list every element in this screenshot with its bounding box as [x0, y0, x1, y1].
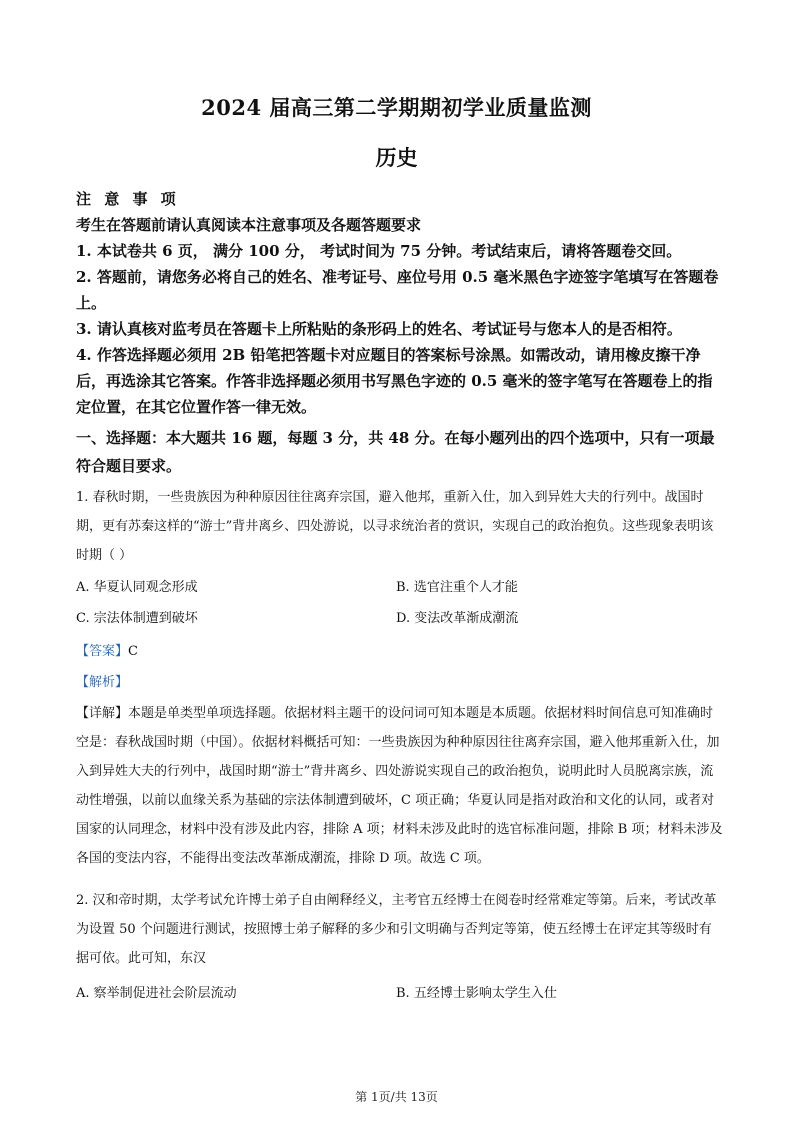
- notice-heading: 注 意 事 项: [76, 190, 180, 208]
- question-1-options-row-1: [76, 573, 724, 603]
- q1-option-c: C. 宗法体制遭到破坏: [76, 611, 198, 626]
- question-2-text: 2. 汉和帝时期，太学考试允许博士弟子自由阐释经义，主考官五经博士在阅卷时经常难定等第。后来，考试改革为设置 50 个问题进行测试，按照博士弟子解释的多少和引文明确与否判定等第，使五经博士在评定其等级时有据可依。此可知，东汉: [76, 893, 717, 966]
- section-title: 一、选择题：本大题共 16 题，每题 3 分，共 48 分。在每小题列出的四个选项中，只有一项最符合题目要求。: [76, 429, 715, 475]
- notice-item-1: 1. 本试卷共 6 页， 满分 100 分， 考试时间为 75 分钟。考试结束后，请将答题卷交回。: [76, 242, 682, 260]
- question-1-analysis-heading: [76, 668, 724, 697]
- question-1-stem: [76, 483, 724, 570]
- notice-item-4: 4. 作答选择题必须用 2B 铅笔把答题卡对应题目的答案标号涂黑。如需改动，请用橡皮擦干净后，再选涂其它答案。作答非选择题必须用书写黑色字迹的 0.5 毫米的签字笔写在答题卷上的指定位置，在其它位置作答一律无效。: [76, 346, 713, 416]
- question-1-detail: [76, 699, 724, 873]
- question-1-answer: [76, 637, 724, 666]
- q2-option-b: B. 五经博士影响太学生入仕: [396, 986, 557, 1001]
- notice-block: [76, 186, 724, 420]
- analysis-tag: 【解析】: [76, 675, 129, 690]
- notice-item-3: 3. 请认真核对监考员在答题卡上所粘贴的条形码上的姓名、考试证号与您本人的是否相符。: [76, 320, 682, 338]
- answer-tag: 【答案】: [76, 644, 129, 659]
- notice-intro: 考生在答题前请认真阅读本注意事项及各题答题要求: [76, 216, 422, 234]
- question-1-text: 1. 春秋时期，一些贵族因为种种原因往往离弃宗国，避入他邦，重新入仕，加入到异姓大夫的行列中。战国时期，更有苏秦这样的“游士”背井离乡、四处游说，以寻求统治者的赏识，实现自己的政治抱负。这些现象表明该时期（ ）: [76, 490, 714, 563]
- detail-text: 本题是单类型单项选择题。依据材料主题干的设问词可知本题是本质题。依据材料时间信息可知准确时空是：春秋战国时期（中国）。依据材料概括可知：一些贵族因为种种原因往往离弃宗国，避入他邦重新入仕，加入到异姓大夫的行列中，战国时期“游士”背井离乡、四处游说实现自己的政治抱负，说明此时人员脱离宗族，流动性增强，以前以血缘关系为基础的宗法体制遭到破坏，C 项正确；华夏认同是指对政治和文化的认同，或者对国家的认同理念，材料中没有涉及此内容，排除 A 项；材料未涉及此时的选官标准问题，排除 B 项；材料未涉及各国的变法内容，不能得出变法改革渐成潮流，排除 D 项。故选 C 项。: [76, 706, 723, 866]
- q1-option-d: D. 变法改革渐成潮流: [396, 611, 519, 626]
- detail-tag: 【详解】: [76, 706, 129, 721]
- question-2-options-row-1: [76, 979, 724, 1009]
- q2-option-a: A. 察举制促进社会阶层流动: [76, 986, 237, 1001]
- question-1-options-row-2: [76, 604, 724, 634]
- page-footer: 第 1页/共 13页: [355, 1090, 438, 1104]
- answer-value: C: [128, 644, 138, 659]
- question-2-stem: [76, 886, 724, 973]
- notice-item-2: 2. 答题前，请您务必将自己的姓名、准考证号、座位号用 0.5 毫米黑色字迹签字笔填写在答题卷上。: [76, 268, 719, 312]
- q1-option-b: B. 选官注重个人才能: [396, 580, 518, 595]
- exam-title: 2024 届高三第二学期期初学业质量监测: [201, 95, 592, 120]
- subject-title: 历史: [375, 145, 418, 170]
- q1-option-a: A. 华夏认同观念形成: [76, 580, 198, 595]
